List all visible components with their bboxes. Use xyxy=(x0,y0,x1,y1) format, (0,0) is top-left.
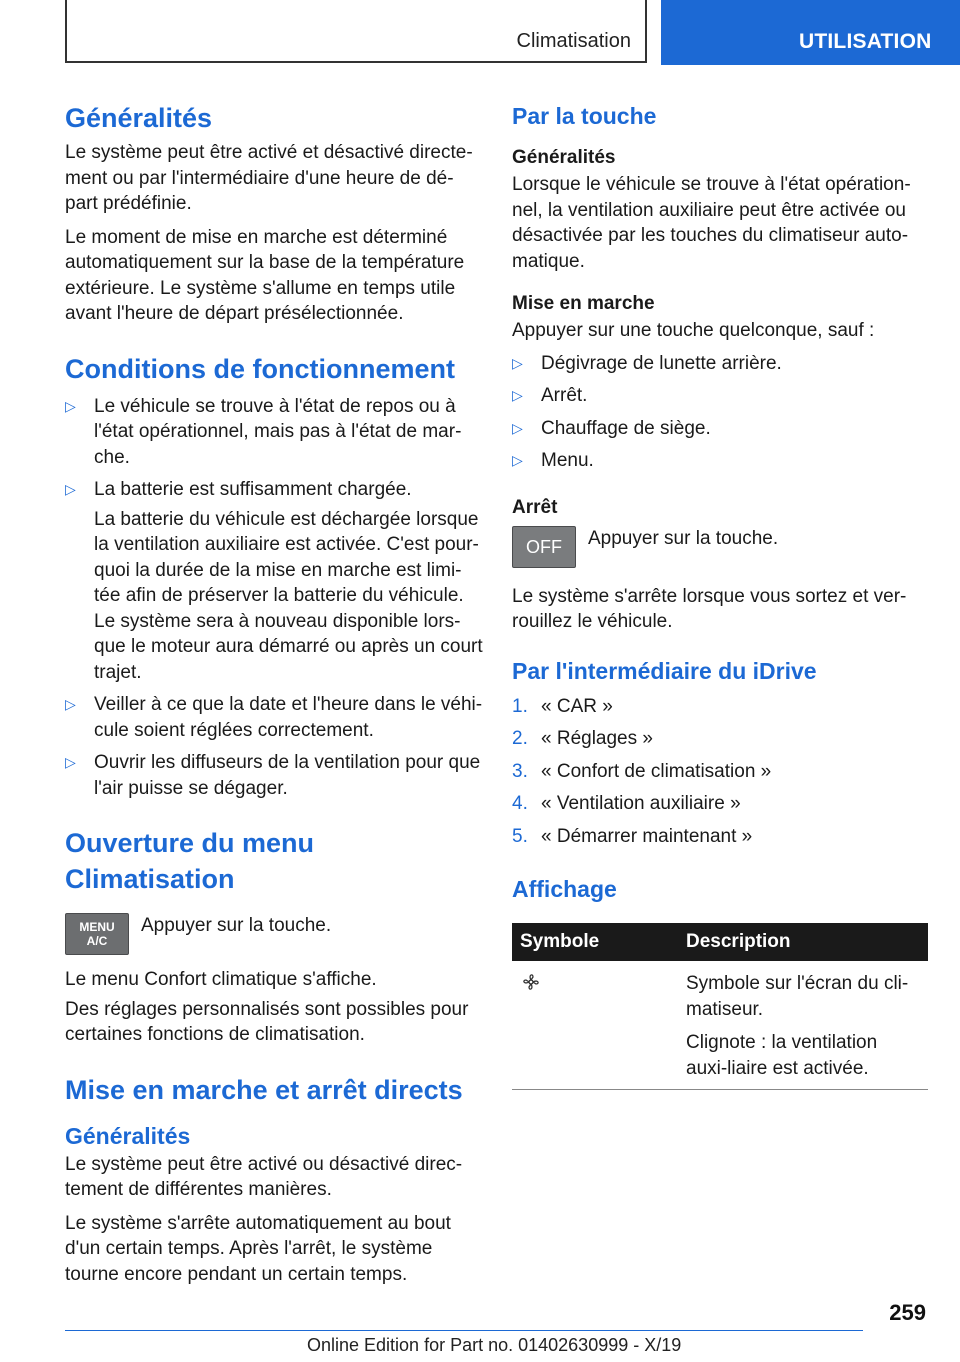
list-item: ▷ Le véhicule se trouve à l'état de repos ou à l'état opérationnel, mais pas à l'état de mar-che. xyxy=(65,395,462,468)
heading-conditions: Conditions de fonctionnement xyxy=(65,353,455,384)
table-row xyxy=(512,961,928,1090)
general-paragraph-2: Le moment de mise en marche est déterminé automatiquement sur la base de la température extérieure. Le système s'allume en temps utile avant l'heure de départ présélectionnée. xyxy=(65,226,465,324)
footer-divider xyxy=(65,1330,863,1331)
on-exceptions-list xyxy=(512,351,930,474)
triangle-bullet-icon: ▷ xyxy=(65,754,76,770)
direct-paragraph-1: Le système peut être activé ou désactivé direc-tement de différentes manières. xyxy=(65,1153,463,1200)
off-paragraph: Le système s'arrête lorsque vous sortez et ver-rouillez le véhicule. xyxy=(512,585,907,632)
general-paragraph-1: Le système peut être activé et désactivé directe-ment ou par l'intermédiaire d'une heure de dé-part prédéfinie. xyxy=(65,142,473,214)
triangle-bullet-icon: ▷ xyxy=(512,387,523,403)
symbol-cell xyxy=(512,961,678,1090)
triangle-bullet-icon: ▷ xyxy=(65,696,76,712)
table-header-row xyxy=(512,923,928,961)
header-frame xyxy=(65,0,647,63)
on-paragraph: Appuyer sur une touche quelconque, sauf : xyxy=(512,320,875,341)
description-line-1: Symbole sur l'écran du cli-matiseur. xyxy=(686,973,909,1020)
ventilation-fan-icon xyxy=(520,971,542,993)
heading-touch-general: Généralités xyxy=(512,147,616,168)
off-press-text: Appuyer sur la touche. xyxy=(588,527,779,549)
triangle-bullet-icon: ▷ xyxy=(65,481,76,497)
triangle-bullet-icon: ▷ xyxy=(512,354,523,371)
list-item: ▷ Menu. xyxy=(512,448,930,474)
triangle-bullet-icon: ▷ xyxy=(512,419,523,436)
list-item: 2. « Réglages » xyxy=(512,728,653,749)
off-button-row xyxy=(512,526,930,572)
off-button-icon: OFF xyxy=(512,526,576,568)
description-line-2: Clignote : la ventilation auxi-liaire est activée. xyxy=(686,1032,878,1079)
heading-direct-general: Généralités xyxy=(65,1122,191,1149)
triangle-bullet-icon: ▷ xyxy=(512,452,523,468)
heading-menu: Ouverture du menu Climatisation xyxy=(65,828,315,894)
conditions-list xyxy=(65,394,483,802)
battery-note: La batterie du véhicule est déchargée lorsque la ventilation auxiliaire est activée. C'est pour-quoi la durée de la mise en marche est limi-tée afin de préserver la batterie du véhicule. Le système sera à nouveau disponible lors-que le moteur aura démarré ou après un court trajet. xyxy=(94,508,483,683)
list-item: ▷ Ouvrir les diffuseurs de la ventilation pour que l'air puisse se dégager. xyxy=(65,752,481,799)
list-item: 4. « Ventilation auxiliaire » xyxy=(512,793,741,814)
heading-on: Mise en marche xyxy=(512,293,655,314)
heading-touch: Par la touche xyxy=(512,103,657,129)
menu-ac-button-icon: MENU A/C xyxy=(65,913,129,955)
column-header-symbol: Symbole xyxy=(512,923,678,961)
triangle-bullet-icon: ▷ xyxy=(65,397,76,414)
touch-paragraph: Lorsque le véhicule se trouve à l'état opération-nel, la ventilation auxiliaire peut être activée ou désactivée par les touches du climatiseur auto-matique. xyxy=(512,174,911,272)
symbol-table xyxy=(512,923,928,1090)
heading-display: Affichage xyxy=(512,876,617,902)
heading-idrive: Par l'intermédiaire du iDrive xyxy=(512,657,817,684)
menu-paragraph-1: Le menu Confort climatique s'affiche. xyxy=(65,969,377,990)
list-item: ▷ La batterie est suffisamment chargée. La batterie du véhicule est déchargée lorsque la ventilation auxiliaire est activée. C'est pour-quoi la durée de la mise en marche est limi-tée afin de préserver la batterie du véhicule. Le système sera à nouveau disponible lors-que le moteur aura démarré ou après un court trajet. xyxy=(65,477,483,685)
list-item: 3. « Confort de climatisation » xyxy=(512,760,772,782)
list-item: 5. « Démarrer maintenant » xyxy=(512,825,753,847)
column-header-description: Description xyxy=(678,923,928,961)
list-item: ▷ Chauffage de siège. xyxy=(512,416,930,442)
right-column xyxy=(512,100,930,1090)
menu-button-row xyxy=(65,913,483,959)
heading-general: Généralités xyxy=(65,103,213,133)
menu-paragraph-2: Des réglages personnalisés sont possibles pour certaines fonctions de climatisation. xyxy=(65,998,469,1045)
section-title: Climatisation xyxy=(516,30,631,52)
menu-press-text: Appuyer sur la touche. xyxy=(141,915,332,936)
idrive-steps-list xyxy=(512,694,930,850)
heading-off: Arrêt xyxy=(512,496,558,518)
description-cell xyxy=(678,961,928,1090)
list-item: ▷ Arrêt. xyxy=(512,383,930,409)
left-column xyxy=(65,100,483,1287)
heading-direct: Mise en marche et arrêt directs xyxy=(65,1074,463,1105)
list-item: ▷ Veiller à ce que la date et l'heure dans le véhi-cule soient réglées correctement. xyxy=(65,694,483,741)
page-number: 259 xyxy=(889,1300,926,1325)
direct-paragraph-2: Le système s'arrête automatiquement au bout d'un certain temps. Après l'arrêt, le système tourne encore pendant un certain temps. xyxy=(65,1212,451,1285)
list-item: 1. « CAR » xyxy=(512,695,613,717)
chapter-tab[interactable]: UTILISATION xyxy=(661,0,960,65)
list-item: ▷ Dégivrage de lunette arrière. xyxy=(512,351,930,377)
